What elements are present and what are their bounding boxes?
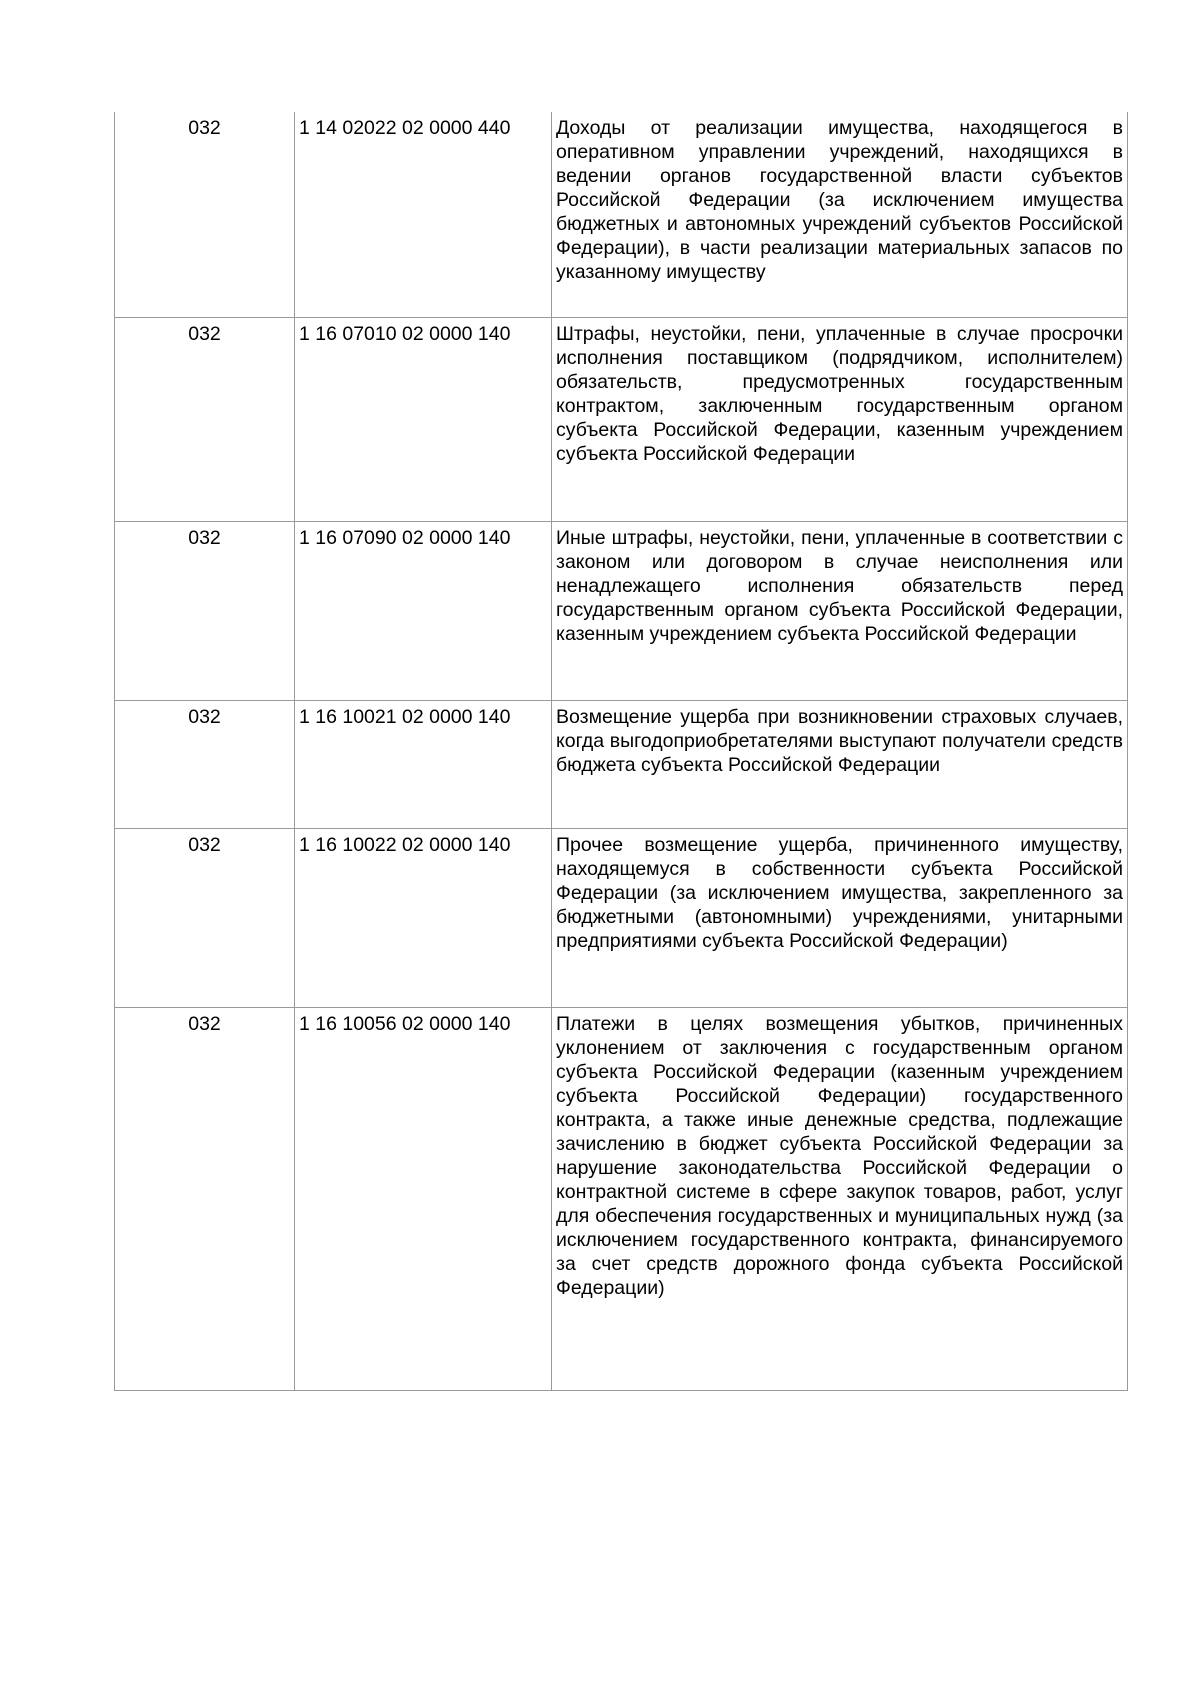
table-row	[115, 828, 1128, 1007]
admin-code-cell: 032	[115, 521, 295, 700]
table-row	[115, 521, 1128, 700]
kbk-code-cell: 1 16 07090 02 0000 140	[295, 521, 552, 700]
income-name-text: Платежи в целях возмещения убытков, причиненных уклонением от заключения с государственным органом субъекта Российской Федерации (казенным учреждением субъекта Российской Федерации) государственного контракта, а также иные денежные средства, подлежащие зачислению в бюджет субъекта Российской Федерации за нарушение законодательства Российской Федерации о контрактной системе в сфере закупок товаров, работ, услуг для обеспечения государственных и муниципальных нужд (за исключением государственного контракта, финансируемого за счет средств дорожного фонда субъекта Российской Федерации)	[556, 1012, 1123, 1299]
kbk-code-cell: 1 16 10056 02 0000 140	[295, 1007, 552, 1390]
kbk-code-cell: 1 14 02022 02 0000 440	[295, 112, 552, 317]
kbk-code-cell: 1 16 10021 02 0000 140	[295, 700, 552, 828]
table-row	[115, 700, 1128, 828]
income-name-cell	[552, 828, 1128, 1007]
income-name-text: Возмещение ущерба при возникновении страховых случаев, когда выгодоприобретателями выступают получатели средств бюджета субъекта Российской Федерации	[556, 705, 1123, 776]
income-name-text: Доходы от реализации имущества, находящегося в оперативном управлении учреждений, находящихся в ведении органов государственной власти субъектов Российской Федерации (за исключением имущества бюджетных и автономных учреждений субъектов Российской Федерации), в части реализации материальных запасов по указанному имуществу	[556, 117, 1123, 283]
kbk-code-cell: 1 16 10022 02 0000 140	[295, 828, 552, 1007]
admin-code-cell: 032	[115, 1007, 295, 1390]
admin-code-cell: 032	[115, 828, 295, 1007]
income-name-cell	[552, 1007, 1128, 1390]
income-name-text: Прочее возмещение ущерба, причиненного имуществу, находящемуся в собственности субъекта Российской Федерации (за исключением имущества, закрепленного за бюджетными (автономными) учреждениями, унитарными предприятиями субъекта Российской Федерации)	[556, 833, 1123, 952]
revenue-codes-table	[114, 112, 1128, 1391]
table-row	[115, 112, 1128, 317]
income-name-cell	[552, 521, 1128, 700]
income-name-text: Иные штрафы, неустойки, пени, уплаченные в соответствии с законом или договором в случае неисполнения или ненадлежащего исполнения обязательств перед государственным органом субъекта Российской Федерации, казенным учреждением субъекта Российской Федерации	[556, 526, 1123, 645]
income-name-cell	[552, 700, 1128, 828]
kbk-code-cell: 1 16 07010 02 0000 140	[295, 317, 552, 521]
table-row	[115, 317, 1128, 521]
income-name-text: Штрафы, неустойки, пени, уплаченные в случае просрочки исполнения поставщиком (подрядчиком, исполнителем) обязательств, предусмотренных государственным контрактом, заключенным государственным органом субъекта Российской Федерации, казенным учреждением субъекта Российской Федерации	[556, 322, 1123, 465]
admin-code-cell: 032	[115, 112, 295, 317]
admin-code-cell: 032	[115, 700, 295, 828]
table-row	[115, 1007, 1128, 1390]
income-name-cell	[552, 317, 1128, 521]
admin-code-cell: 032	[115, 317, 295, 521]
income-name-cell	[552, 112, 1128, 317]
